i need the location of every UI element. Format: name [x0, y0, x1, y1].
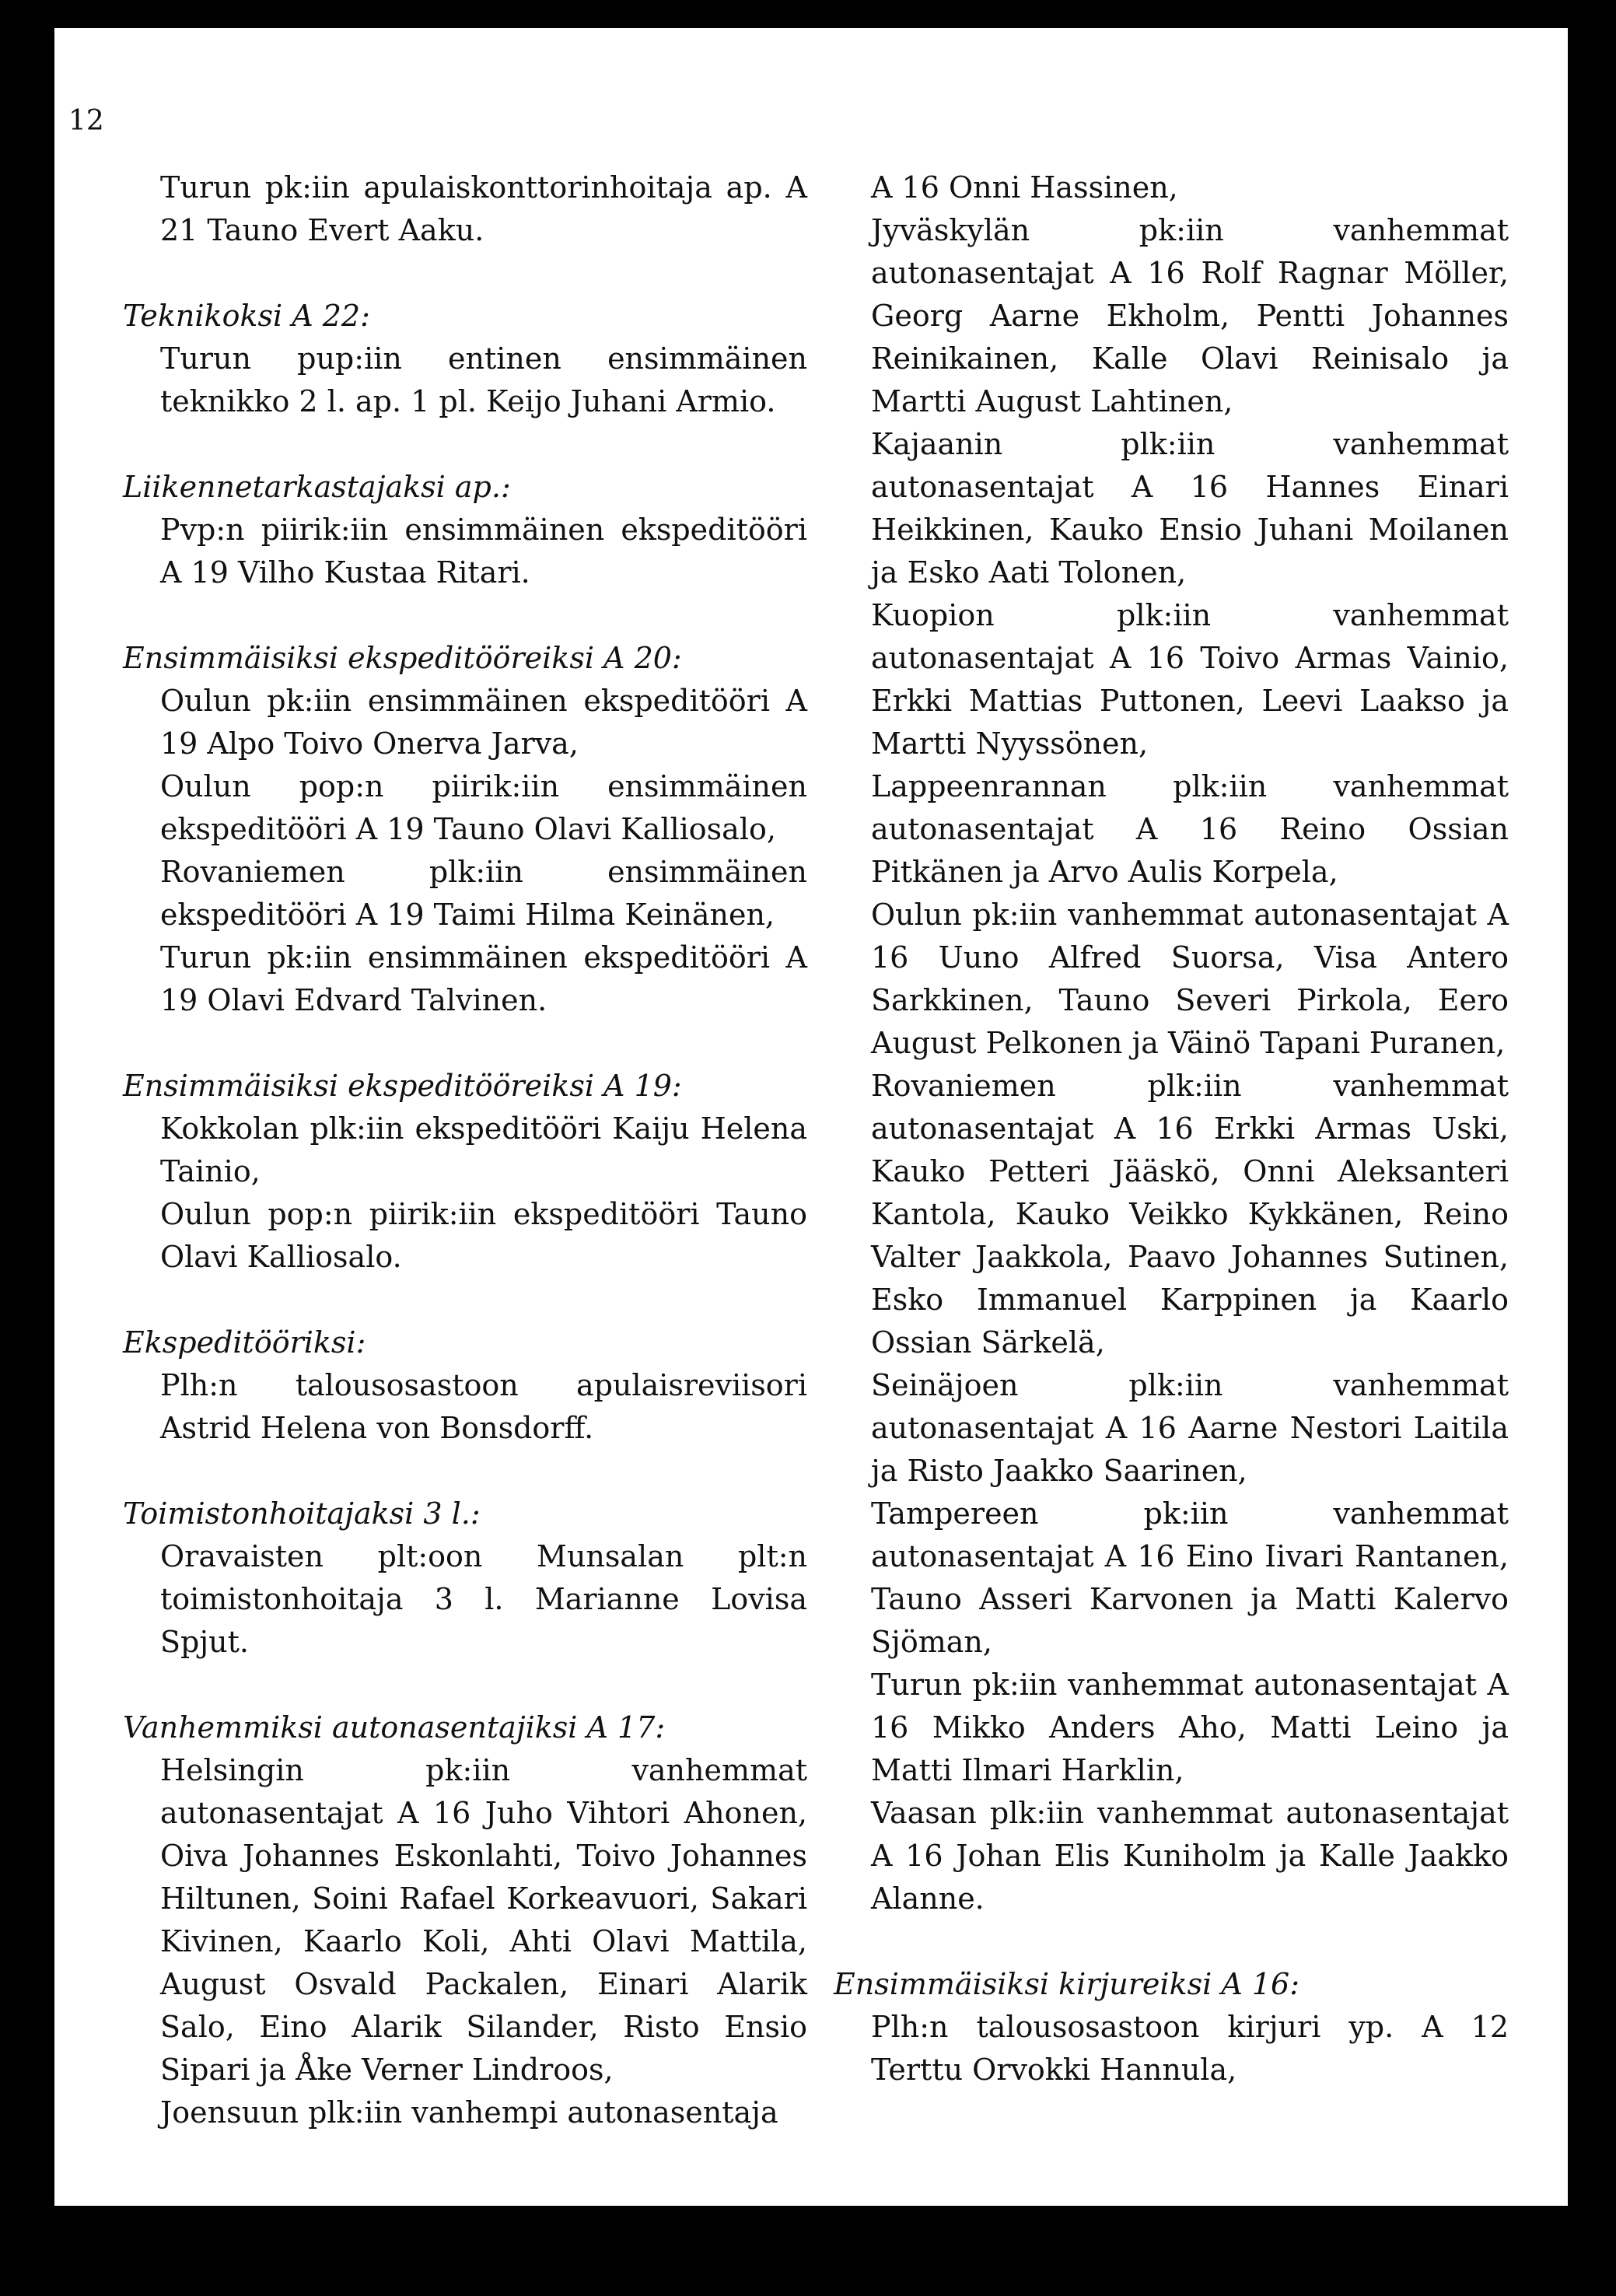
- entry-text: Plh:n talousosastoon apulaisreviisori Astrid Helena von Bonsdorff.: [160, 1368, 807, 1445]
- section-gap: [123, 252, 807, 295]
- section-heading: Ekspeditööriksi:: [123, 1325, 366, 1360]
- entry-text: Seinäjoen plk:iin vanhemmat autonasentajat A 16 Aarne Nestori Laitila ja Risto Jaakko Saarinen,: [871, 1368, 1509, 1488]
- right-column: [834, 166, 1509, 2091]
- section-gap: [834, 1920, 1509, 1963]
- section-heading: Ensimmäisiksi ekspeditööreiksi A 19:: [123, 1069, 682, 1103]
- section: [123, 1493, 807, 1664]
- entry-text: Jyväskylän pk:iin vanhemmat autonasentajat A 16 Rolf Ragnar Möller, Georg Aarne Ekholm, Pentti Johannes Reinikainen, Kalle Olavi Reinisalo ja Martti August Lahtinen,: [871, 213, 1509, 418]
- section: [123, 1706, 807, 2134]
- section-gap: [123, 594, 807, 637]
- entry-text: Oulun pop:n piirik:iin ensimmäinen ekspeditööri A 19 Tauno Olavi Kalliosalo,: [160, 769, 807, 846]
- section-heading: Liikennetarkastajaksi ap.:: [123, 470, 511, 504]
- section-heading: Ensimmäisiksi ekspeditööreiksi A 20:: [123, 641, 682, 675]
- section-heading: Teknikoksi A 22:: [123, 299, 370, 333]
- section: [123, 466, 807, 594]
- entry-text: Oravaisten plt:oon Munsalan plt:n toimistonhoitaja 3 l. Marianne Lovisa Spjut.: [160, 1539, 807, 1659]
- entry-text: Pvp:n piirik:iin ensimmäinen ekspeditööri A 19 Vilho Kustaa Ritari.: [160, 513, 807, 590]
- entry-text: Rovaniemen plk:iin vanhemmat autonasentajat A 16 Erkki Armas Uski, Kauko Petteri Jääskö, Onni Aleksanteri Kantola, Kauko Veikko Kykkänen, Reino Valter Jaakkola, Paavo Johannes Sutinen, Esko Immanuel Karppinen ja Kaarlo Ossian Särkelä,: [871, 1069, 1509, 1360]
- entry-text: Oulun pop:n piirik:iin ekspeditööri Tauno Olavi Kalliosalo.: [160, 1197, 807, 1274]
- section-heading: Ensimmäisiksi kirjureiksi A 16:: [834, 1967, 1300, 2001]
- section: [834, 1963, 1509, 2091]
- entry-text: Tampereen pk:iin vanhemmat autonasentajat A 16 Eino Iivari Rantanen, Tauno Asseri Karvonen ja Matti Kalervo Sjöman,: [871, 1496, 1509, 1659]
- section: [834, 166, 1509, 1920]
- left-column: [123, 166, 807, 2134]
- entry-text: Lappeenrannan plk:iin vanhemmat autonasentajat A 16 Reino Ossian Pitkänen ja Arvo Aulis Korpela,: [871, 769, 1509, 889]
- section: [123, 1321, 807, 1450]
- entry-text: Plh:n talousosastoon kirjuri yp. A 12 Terttu Orvokki Hannula,: [871, 2010, 1509, 2087]
- entry-text: Turun pk:iin vanhemmat autonasentajat A 16 Mikko Anders Aho, Matti Leino ja Matti Ilmari Harklin,: [871, 1668, 1509, 1787]
- section-gap: [123, 1664, 807, 1706]
- page-number: 12: [68, 105, 104, 137]
- entry-text: Turun pk:iin apulaiskonttorinhoitaja ap. A 21 Tauno Evert Aaku.: [160, 170, 807, 247]
- section-heading: Vanhemmiksi autonasentajiksi A 17:: [123, 1710, 666, 1745]
- entry-text: Oulun pk:iin vanhemmat autonasentajat A 16 Uuno Alfred Suorsa, Visa Antero Sarkkinen, Tauno Severi Pirkola, Eero August Pelkonen ja Väinö Tapani Puranen,: [871, 898, 1509, 1060]
- entry-text: Kokkolan plk:iin ekspeditööri Kaiju Helena Tainio,: [160, 1111, 807, 1188]
- entry-text: Kuopion plk:iin vanhemmat autonasentajat A 16 Toivo Armas Vainio, Erkki Mattias Puttonen, Leevi Laakso ja Martti Nyyssönen,: [871, 598, 1509, 761]
- entry-text: Turun pup:iin entinen ensimmäinen teknikko 2 l. ap. 1 pl. Keijo Juhani Armio.: [160, 341, 807, 418]
- section: [123, 1065, 807, 1279]
- entry-text: Rovaniemen plk:iin ensimmäinen ekspeditööri A 19 Taimi Hilma Keinänen,: [160, 855, 807, 932]
- section: [123, 166, 807, 252]
- section-gap: [123, 1450, 807, 1493]
- section-gap: [123, 1279, 807, 1321]
- entry-text: A 16 Onni Hassinen,: [871, 170, 1178, 205]
- section-gap: [123, 1022, 807, 1065]
- entry-text: Turun pk:iin ensimmäinen ekspeditööri A 19 Olavi Edvard Talvinen.: [160, 940, 807, 1017]
- entry-text: Joensuun plk:iin vanhempi autonasentaja: [160, 2095, 778, 2130]
- entry-text: Oulun pk:iin ensimmäinen ekspeditööri A 19 Alpo Toivo Onerva Jarva,: [160, 684, 807, 761]
- entry-text: Helsingin pk:iin vanhemmat autonasentajat A 16 Juho Vihtori Ahonen, Oiva Johannes Eskonlahti, Toivo Johannes Hiltunen, Soini Rafael Korkeavuori, Sakari Kivinen, Kaarlo Koli, Ahti Olavi Mattila, August Osvald Packalen, Einari Alarik Salo, Eino Alarik Silander, Risto Ensio Sipari ja Åke Verner Lindroos,: [160, 1753, 807, 2087]
- section: [123, 295, 807, 423]
- entry-text: Vaasan plk:iin vanhemmat autonasentajat A 16 Johan Elis Kuniholm ja Kalle Jaakko Alanne.: [871, 1796, 1509, 1916]
- section: [123, 637, 807, 1022]
- section-heading: Toimistonhoitajaksi 3 l.:: [123, 1496, 481, 1531]
- section-gap: [123, 423, 807, 466]
- entry-text: Kajaanin plk:iin vanhemmat autonasentajat A 16 Hannes Einari Heikkinen, Kauko Ensio Juhani Moilanen ja Esko Aati Tolonen,: [871, 427, 1509, 590]
